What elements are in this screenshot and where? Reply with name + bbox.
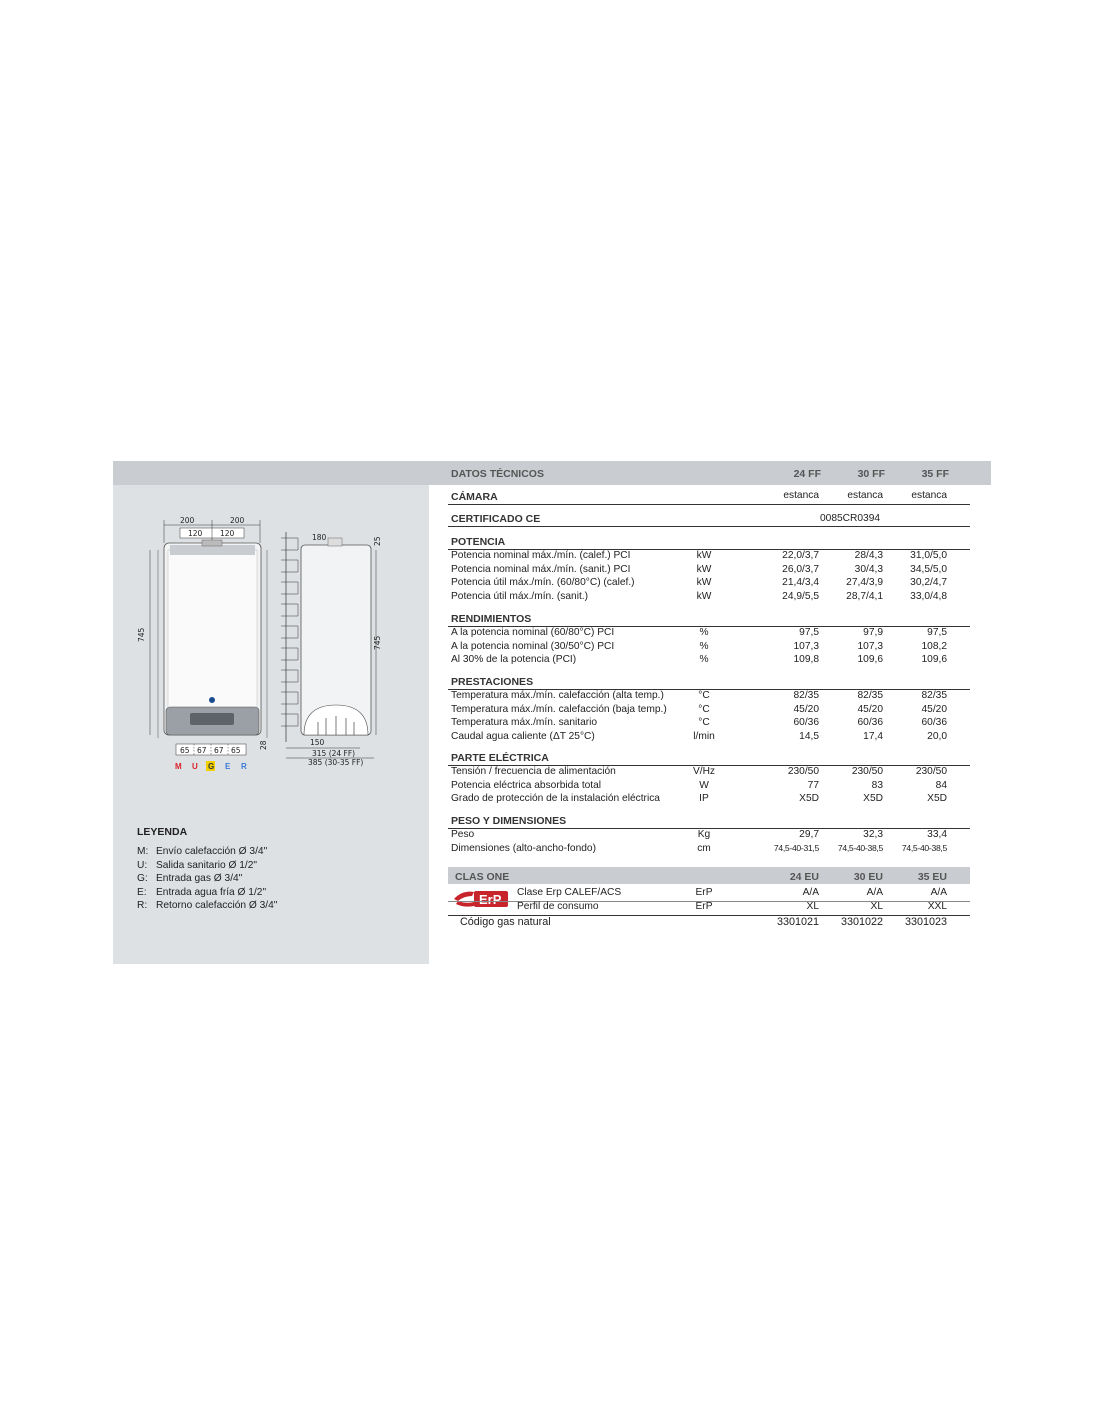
table-row: Peso Kg 29,7 32,3 33,4 — [451, 829, 947, 840]
dim-width-right: 200 — [230, 516, 245, 525]
dim-side-topright: 25 — [373, 536, 382, 546]
dim-conn-3: 67 — [214, 746, 224, 755]
table-row: Código gas natural 3301021 3301022 3301023 — [460, 916, 947, 928]
conn-letter-r: R — [241, 762, 247, 771]
dim-side-depth2: 315 (24 FF) — [312, 749, 356, 758]
dim-conn-4: 65 — [231, 746, 241, 755]
legend-item: M: Envío calefacción Ø 3/4" — [137, 846, 268, 857]
section-prestaciones: PRESTACIONES — [448, 674, 970, 690]
conn-letter-g: G — [208, 762, 215, 771]
conn-letter-u: U — [192, 762, 198, 771]
table-row: Potencia eléctrica absorbida total W 77 83 84 — [451, 779, 947, 791]
section-potencia: POTENCIA — [448, 534, 970, 550]
table-row: Potencia nominal máx./mín. (calef.) PCI kW 22,0/3,7 28/4,3 31,0/5,0 — [451, 550, 947, 561]
dim-side-depth3: 385 (30-35 FF) — [308, 758, 364, 767]
col-30ff: 30 FF — [857, 468, 885, 480]
dim-conn-2: 67 — [197, 746, 207, 755]
table-row: Potencia nominal máx./mín. (sanit.) PCI kW 26,0/3,7 30/4,3 34,5/5,0 — [451, 563, 947, 575]
conn-letter-m: M — [175, 762, 182, 771]
legend-item: U: Salida sanitario Ø 1/2" — [137, 859, 258, 871]
table-row: Potencia útil máx./mín. (sanit.) kW 24,9/5,5 28,7/4,1 33,0/4,8 — [451, 590, 947, 602]
table-row: Grado de protección de la instalación eléctrica IP X5D X5D X5D — [451, 793, 947, 804]
table-header — [448, 461, 972, 485]
dim-height-front: 745 — [137, 627, 146, 642]
conn-letter-e: E — [225, 762, 231, 771]
legend-item: E: Entrada agua fría Ø 1/2" — [137, 886, 267, 898]
table-row: Caudal agua caliente (ΔT 25°C) l/min 14,5 17,4 20,0 — [451, 730, 947, 742]
dim-spacing-right: 120 — [220, 529, 235, 538]
table-row: Tensión / frecuencia de alimentación V/Hz 230/50 230/50 230/50 — [451, 766, 947, 777]
table-row: Temperatura máx./mín. sanitario °C 60/36 60/36 60/36 — [451, 717, 947, 728]
dim-bottom-offset: 28 — [259, 740, 268, 750]
table-row: Clase Erp CALEF/ACS ErP A/A A/A A/A — [448, 887, 970, 902]
legend-item: R: Retorno calefacción Ø 3/4" — [137, 900, 278, 912]
section-electrica: PARTE ELÉCTRICA — [448, 750, 970, 766]
col-24ff: 24 FF — [793, 468, 821, 480]
table-row: A la potencia nominal (60/80°C) PCI % 97,5 97,9 97,5 — [451, 627, 947, 638]
section-peso: PESO Y DIMENSIONES — [448, 813, 970, 829]
dim-spacing-left: 120 — [188, 529, 203, 538]
table-row: Al 30% de la potencia (PCI) % 109,8 109,6 109,6 — [451, 654, 947, 665]
table-row: Dimensiones (alto-ancho-fondo) cm 74,5-40-31,5 74,5-40-38,5 74,5-40-38,5 — [451, 842, 947, 854]
svg-text:ErP: ErP — [479, 892, 502, 907]
legend-title: LEYENDA — [137, 826, 188, 838]
col-35ff: 35 FF — [921, 468, 949, 480]
dim-conn-1: 65 — [180, 746, 190, 755]
dim-height-side: 745 — [373, 635, 382, 650]
section-certificado: CERTIFICADO CE — [448, 511, 970, 527]
dim-side-depth1: 150 — [310, 738, 325, 747]
table-row: 0085CR0394 — [820, 513, 881, 524]
section-rendimientos: RENDIMIENTOS — [448, 611, 970, 627]
table-row: Perfil de consumo ErP XL XL XXL — [448, 901, 970, 916]
table-row: Temperatura máx./mín. calefacción (alta temp.) °C 82/35 82/35 82/35 — [451, 690, 947, 701]
legend — [137, 826, 277, 914]
dim-width-left: 200 — [180, 516, 195, 525]
table-row: A la potencia nominal (30/50°C) PCI % 107,3 107,3 108,2 — [451, 640, 947, 652]
section-camara: CÁMARA — [448, 489, 970, 505]
legend-item: G: Entrada gas Ø 3/4" — [137, 873, 243, 885]
table-row: Potencia útil máx./mín. (60/80°C) (calef.) kW 21,4/3,4 27,4/3,9 30,2/4,7 — [451, 577, 947, 588]
dim-side-top: 180 — [312, 533, 327, 542]
table-row: Temperatura máx./mín. calefacción (baja temp.) °C 45/20 45/20 45/20 — [451, 703, 947, 715]
table-title: DATOS TÉCNICOS — [451, 468, 544, 480]
table-row: estanca estanca estanca — [783, 490, 947, 501]
clas-one-bar: CLAS ONE 24 EU 30 EU 35 EU — [448, 867, 970, 884]
boiler-dimension-diagram — [137, 510, 382, 780]
